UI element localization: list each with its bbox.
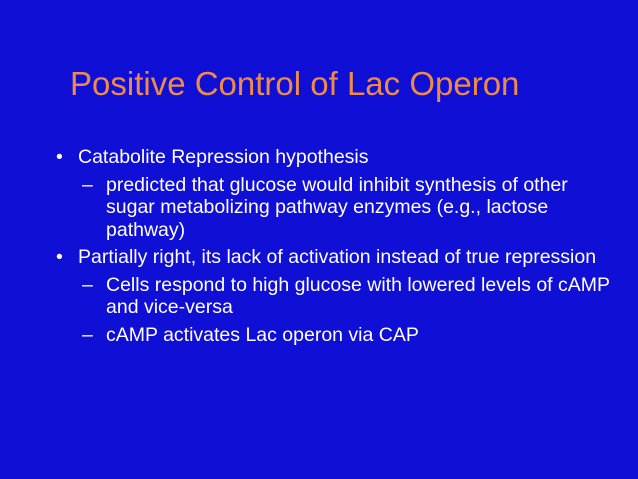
sub-bullet-text: cAMP activates Lac operon via CAP	[106, 323, 419, 346]
sub-bullet-marker: –	[82, 323, 93, 346]
sub-bullet-item-camp-activates	[54, 324, 614, 347]
bullet-marker: •	[56, 146, 63, 168]
bullet-item-partially-right	[54, 246, 614, 269]
bullet-text: Partially right, its lack of activation instead of true repression	[78, 246, 597, 268]
bullet-marker: •	[56, 246, 63, 268]
sub-bullet-marker: –	[82, 173, 93, 196]
sub-bullet-text: predicted that glucose would inhibit synthesis of other sugar metabolizing pathway enzymes (e.g., lactose pathway)	[106, 173, 568, 241]
bullet-item-catabolite-repression	[54, 146, 614, 169]
sub-bullet-item-cells-respond	[54, 274, 614, 319]
bullet-list	[54, 146, 614, 346]
bullet-text: Catabolite Repression hypothesis	[78, 146, 369, 168]
sub-bullet-text: Cells respond to high glucose with lowered levels of cAMP and vice-versa	[106, 273, 610, 318]
slide-title: Positive Control of Lac Operon	[70, 65, 520, 102]
sub-bullet-marker: –	[82, 273, 93, 296]
sub-bullet-item-predicted-glucose	[54, 174, 614, 242]
